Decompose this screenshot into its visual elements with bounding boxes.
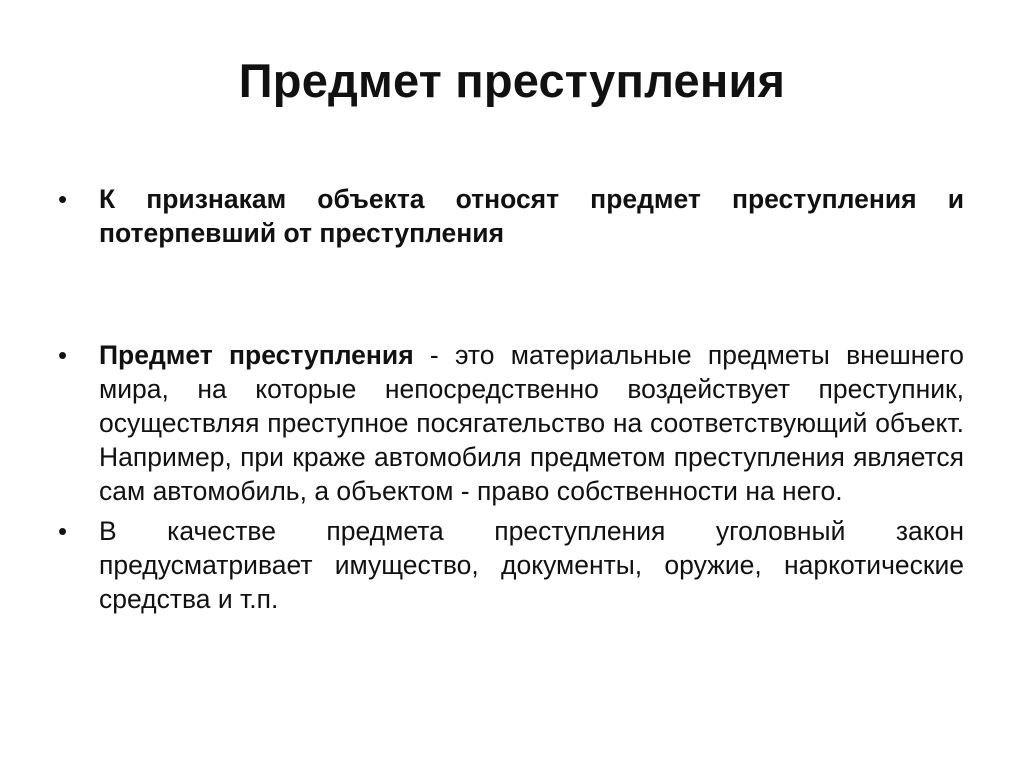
bullet-item — [58, 514, 964, 616]
slide-title: Предмет преступления — [238, 54, 786, 107]
bullet-dot-icon: • — [58, 516, 68, 546]
bullet-bold-text: Предмет преступления — [99, 340, 414, 370]
bullet-item — [58, 338, 964, 508]
bullet-item — [58, 182, 964, 250]
bullet-list — [58, 182, 964, 616]
bullet-text: В качестве предмета преступления уголовный закон предусматривает имущество, документы, оружие, наркотические средства и т.п. — [99, 516, 964, 614]
bullet-text: - это материальные предметы внешнего мира, на которые непосредственно воздействует преступник, осуществляя преступное посягательство на соответствующий объект. Например, при краже автомобиля предметом преступления является сам автомобиль, а объектом - право собственности на него. — [99, 340, 964, 506]
bullet-dot-icon: • — [58, 184, 68, 214]
bullet-dot-icon: • — [58, 340, 68, 370]
bullet-bold-text: К признакам объекта относят предмет преступления и потерпевший от преступления — [99, 184, 964, 248]
